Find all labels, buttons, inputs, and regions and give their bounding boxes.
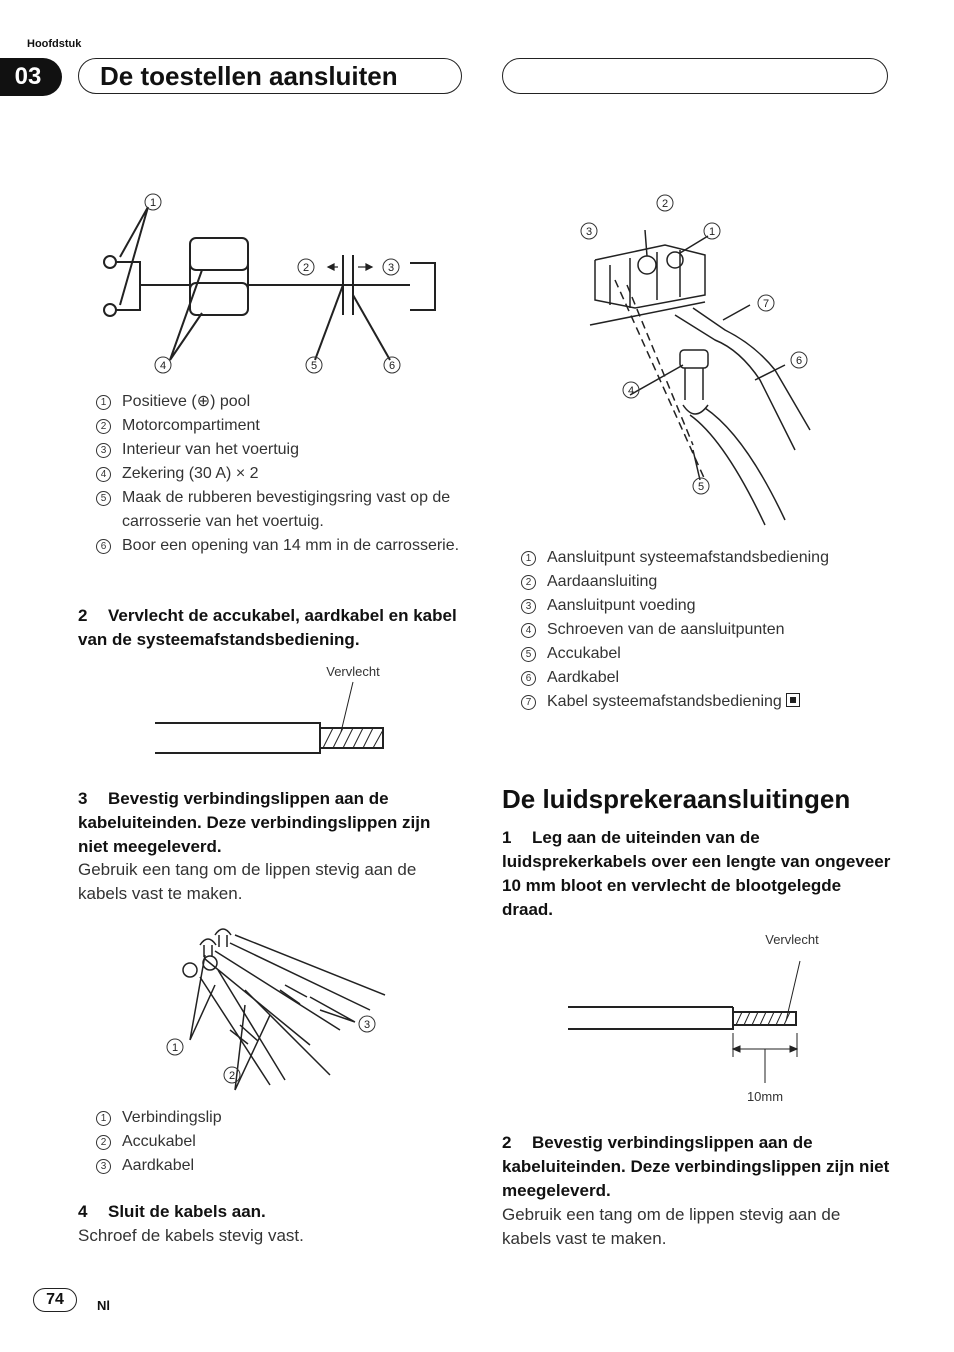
legend-figure1 <box>96 390 466 558</box>
step-3-body: Gebruik een tang om de lippen stevig aan de kabels vast te maken. <box>78 860 417 903</box>
legend-item: 4 Zekering (30 A) × 2 <box>96 462 466 486</box>
figure-terminal-block <box>575 190 815 530</box>
callout-7: 7 <box>762 298 770 310</box>
page-number: 74 <box>33 1288 77 1312</box>
legend-item: 2 Aardaansluiting <box>521 570 921 594</box>
callout-6: 6 <box>795 355 803 367</box>
callout-2: 2 <box>302 262 310 274</box>
step-s1: 1 Leg aan de uiteinden van de luidsprekerkabels over een lengte van ongeveer 10 mm bloot en vervlecht de blootgelegde draad. <box>502 828 891 919</box>
step-4-body: Schroef de kabels stevig vast. <box>78 1226 304 1245</box>
language-code: Nl <box>97 1298 110 1313</box>
dimension-label: 10mm <box>746 1089 784 1104</box>
callout-2: 2 <box>228 1070 236 1082</box>
twist-label: Vervlecht <box>326 664 380 679</box>
callout-1: 1 <box>708 226 716 238</box>
figure-twist-speaker-cable <box>568 925 828 1110</box>
legend-item: 1 Positieve (⊕) pool <box>96 390 466 414</box>
legend-item: 5 Maak de rubberen bevestigingsring vast op de carrosserie van het voertuig. <box>96 486 466 534</box>
callout-4: 4 <box>627 385 635 397</box>
legend-item: 3 Aardkabel <box>96 1154 466 1178</box>
chapter-number: 03 <box>0 58 62 96</box>
legend-item: 1 Verbindingslip <box>96 1106 466 1130</box>
figure-twist-cable <box>155 660 395 760</box>
step-2: 2 Vervlecht de accukabel, aardkabel en kabel van de systeemafstandsbediening. <box>78 606 457 649</box>
legend-item: 2 Accukabel <box>96 1130 466 1154</box>
callout-3: 3 <box>585 226 593 238</box>
legend-item: 1 Aansluitpunt systeemafstandsbediening <box>521 546 921 570</box>
legend-item: 7 Kabel systeemafstandsbediening <box>521 690 921 714</box>
figure-battery-wiring <box>90 185 450 385</box>
callout-3: 3 <box>363 1019 371 1031</box>
chapter-title: De toestellen aansluiten <box>100 61 398 91</box>
legend-item: 4 Schroeven van de aansluitpunten <box>521 618 921 642</box>
step-4: 4 Sluit de kabels aan. <box>78 1202 266 1221</box>
section-title: De luidsprekeraansluitingen <box>502 784 851 814</box>
callout-5: 5 <box>310 360 318 372</box>
callout-2: 2 <box>661 198 669 210</box>
legend-figure3 <box>96 1106 466 1178</box>
figure-terminals <box>160 915 390 1095</box>
callout-5: 5 <box>697 481 705 493</box>
legend-item: 6 Aardkabel <box>521 666 921 690</box>
step-s2: 2 Bevestig verbindingslippen aan de kabeluiteinden. Deze verbindingslippen zijn niet meegeleverd. <box>502 1133 890 1200</box>
legend-figure2 <box>521 546 921 714</box>
callout-1: 1 <box>149 197 157 209</box>
legend-item: 3 Interieur van het voertuig <box>96 438 466 462</box>
callout-4: 4 <box>159 360 167 372</box>
callout-6: 6 <box>388 360 396 372</box>
legend-item: 6 Boor een opening van 14 mm in de carrosserie. <box>96 534 466 558</box>
twist-label: Vervlecht <box>765 932 819 947</box>
header-right-frame <box>502 58 888 94</box>
step-3: 3 Bevestig verbindingslippen aan de kabeluiteinden. Deze verbindingslippen zijn niet meegeleverd. <box>78 789 431 856</box>
callout-3: 3 <box>387 262 395 274</box>
legend-item: 5 Accukabel <box>521 642 921 666</box>
callout-1: 1 <box>171 1042 179 1054</box>
step-s2-body: Gebruik een tang om de lippen stevig aan de kabels vast te maken. <box>502 1205 841 1248</box>
chapter-label: Hoofdstuk <box>27 38 82 50</box>
legend-item: 3 Aansluitpunt voeding <box>521 594 921 618</box>
end-mark-icon <box>786 693 800 707</box>
legend-item: 2 Motorcompartiment <box>96 414 466 438</box>
